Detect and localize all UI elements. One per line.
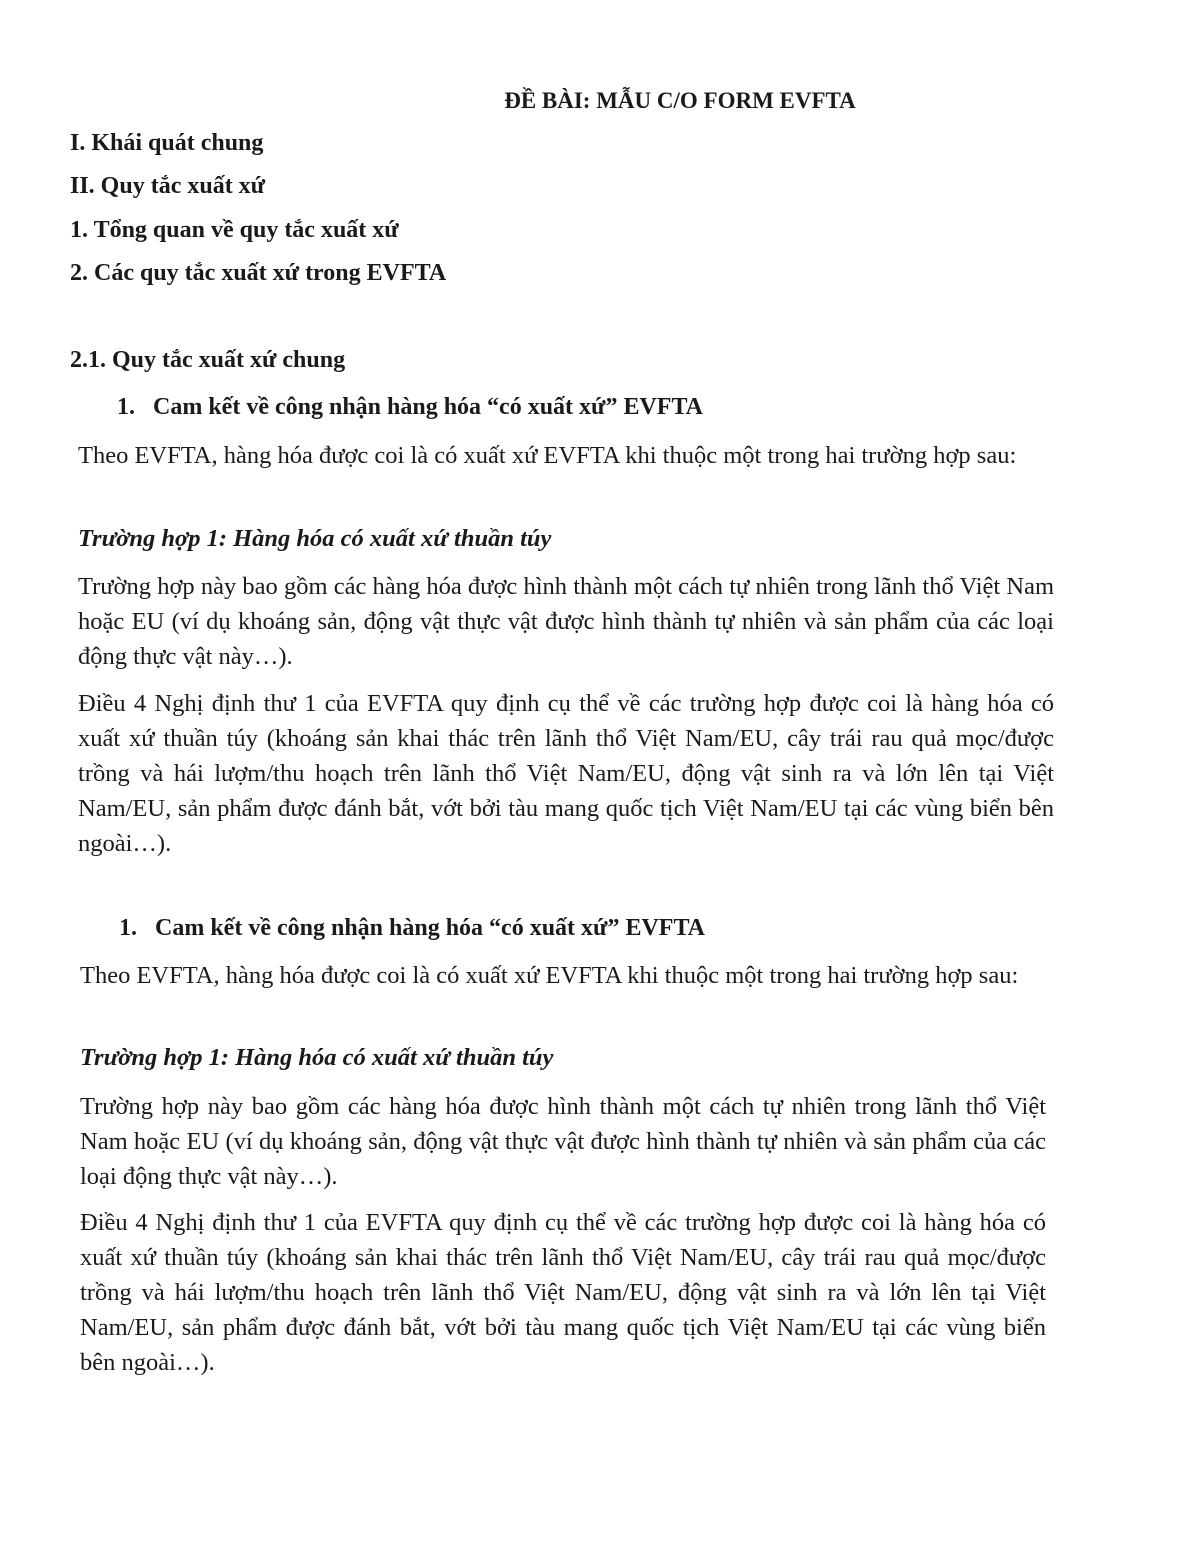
section-number: 1. <box>119 915 137 941</box>
heading-general-overview: I. Khái quát chung <box>70 130 264 156</box>
case-title: Trường hợp 1: Hàng hóa có xuất xứ thuần túy <box>78 525 552 552</box>
case-paragraph-2: Điều 4 Nghị định thư 1 của EVFTA quy định cụ thể về các trường hợp được coi là hàng hóa có xuất xứ thuần túy (khoáng sản khai thác trên lãnh thổ Việt Nam/EU, cây trái rau quả mọc/được trồng và hái lượm/thu hoạch trên lãnh thổ Việt Nam/EU, động vật sinh ra và lớn lên tại Việt Nam/EU, sản phẩm được đánh bắt, vớt bởi tàu mang quốc tịch Việt Nam/EU tại các vùng biển bên ngoài…). <box>78 690 1054 857</box>
section-heading-text: Cam kết về công nhận hàng hóa “có xuất xứ” EVFTA <box>153 394 704 420</box>
heading-rules-in-evfta: 2. Các quy tắc xuất xứ trong EVFTA <box>70 260 447 286</box>
heading-rules-of-origin: II. Quy tắc xuất xứ <box>70 173 266 199</box>
heading-general-rules: 2.1. Quy tắc xuất xứ chung <box>70 347 346 373</box>
section-intro-paragraph: Theo EVFTA, hàng hóa được coi là có xuất xứ EVFTA khi thuộc một trong hai trường hợp sau: <box>80 962 1019 989</box>
case-paragraph-1: Trường hợp này bao gồm các hàng hóa được hình thành một cách tự nhiên trong lãnh thổ Việt Nam hoặc EU (ví dụ khoáng sản, động vật thực vật được hình thành tự nhiên và sản phẩm của các loại động thực vật này…). <box>78 573 1054 670</box>
document-title: ĐỀ BÀI: MẪU C/O FORM EVFTA <box>504 88 856 113</box>
section-heading-text: Cam kết về công nhận hàng hóa “có xuất xứ” EVFTA <box>155 915 706 941</box>
heading-rules-overview: 1. Tổng quan về quy tắc xuất xứ <box>70 217 399 243</box>
case-paragraph-1: Trường hợp này bao gồm các hàng hóa được hình thành một cách tự nhiên trong lãnh thổ Việt Nam hoặc EU (ví dụ khoáng sản, động vật thực vật được hình thành tự nhiên và sản phẩm của các loại động thực vật này…). <box>80 1093 1046 1190</box>
section-number: 1. <box>117 394 135 420</box>
section-heading <box>117 392 703 422</box>
section-heading <box>119 913 705 943</box>
case-paragraph-2: Điều 4 Nghị định thư 1 của EVFTA quy định cụ thể về các trường hợp được coi là hàng hóa có xuất xứ thuần túy (khoáng sản khai thác trên lãnh thổ Việt Nam/EU, cây trái rau quả mọc/được trồng và hái lượm/thu hoạch trên lãnh thổ Việt Nam/EU, động vật sinh ra và lớn lên tại Việt Nam/EU, sản phẩm được đánh bắt, vớt bởi tàu mang quốc tịch Việt Nam/EU tại các vùng biển bên ngoài…). <box>80 1209 1046 1376</box>
case-title: Trường hợp 1: Hàng hóa có xuất xứ thuần túy <box>80 1044 554 1071</box>
section-intro-paragraph: Theo EVFTA, hàng hóa được coi là có xuất xứ EVFTA khi thuộc một trong hai trường hợp sau: <box>78 442 1017 469</box>
